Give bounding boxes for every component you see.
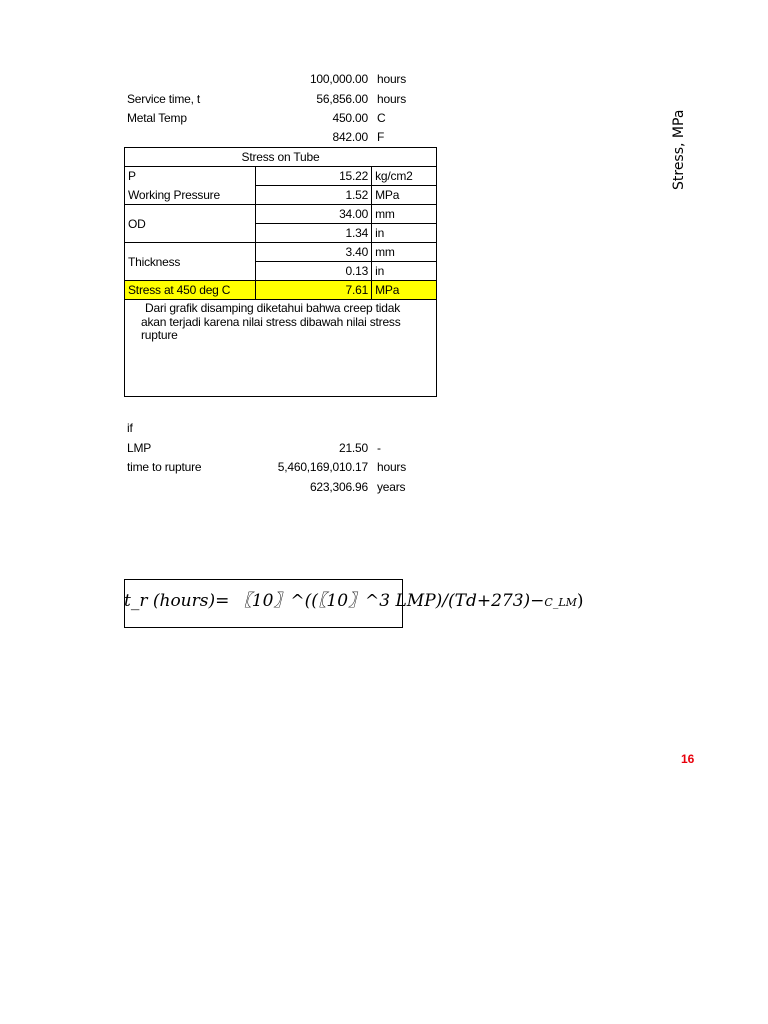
years-value: 623,306.96: [309, 480, 368, 494]
stress-unit: MPa: [372, 281, 437, 300]
rupture-formula: [124, 586, 584, 611]
stress-on-tube-table: [124, 147, 437, 397]
od-mm-unit: mm: [372, 205, 437, 224]
od-label: OD: [125, 205, 256, 243]
working-pressure-value: 1.52: [255, 186, 372, 205]
od-in-value: 1.34: [255, 224, 372, 243]
time-to-rupture-label: time to rupture: [127, 460, 202, 474]
metal-temp-f-value: 842.00: [332, 130, 368, 144]
service-time-unit: hours: [377, 92, 407, 106]
p-label: P: [125, 167, 256, 186]
lmp-value: 21.50: [338, 441, 368, 455]
thickness-in-unit: in: [372, 262, 437, 281]
thickness-mm-unit: mm: [372, 243, 437, 262]
table-title: Stress on Tube: [125, 148, 437, 167]
lmp-unit: -: [377, 441, 381, 455]
formula-close: ): [576, 591, 584, 611]
service-time-value: 56,856.00: [316, 92, 368, 106]
time-to-rupture-unit: hours: [377, 460, 407, 474]
page-number: 16: [681, 752, 695, 766]
service-time-label: Service time, t: [127, 92, 201, 106]
formula-subscript: C_LM: [544, 596, 577, 609]
thickness-mm-value: 3.40: [255, 243, 372, 262]
time-to-rupture-value: 5,460,169,010.17: [277, 460, 368, 474]
p-value: 15.22: [255, 167, 372, 186]
note-line-2: akan terjadi karena nilai stress dibawah nilai stress: [141, 314, 401, 329]
metal-temp-f-unit: F: [377, 130, 385, 144]
lmp-label: LMP: [127, 441, 152, 455]
p-unit: kg/cm2: [372, 167, 437, 186]
od-in-unit: in: [372, 224, 437, 243]
thickness-in-value: 0.13: [255, 262, 372, 281]
metal-temp-unit: C: [377, 111, 386, 125]
working-pressure-unit: MPa: [372, 186, 437, 205]
design-life-value: 100,000.00: [309, 72, 368, 86]
working-pressure-label: Working Pressure: [125, 186, 256, 205]
formula-main: t_r (hours)= 〖10〗^((〖10〗^3 LMP)/(Td+273)−: [124, 591, 545, 611]
note-cell: [125, 300, 437, 397]
thickness-label: Thickness: [125, 243, 256, 281]
stress-label: Stress at 450 deg C: [125, 281, 256, 300]
metal-temp-value: 450.00: [332, 111, 368, 125]
metal-temp-label: Metal Temp: [127, 111, 187, 125]
if-label: if: [127, 421, 133, 435]
od-mm-value: 34.00: [255, 205, 372, 224]
note-line-1: Dari grafik disamping diketahui bahwa creep tidak: [145, 301, 401, 315]
stress-value: 7.61: [255, 281, 372, 300]
design-life-unit: hours: [377, 72, 407, 86]
note-line-3: rupture: [141, 328, 178, 342]
years-unit: years: [377, 480, 406, 494]
stress-axis-label: Stress, MPa: [671, 109, 687, 190]
